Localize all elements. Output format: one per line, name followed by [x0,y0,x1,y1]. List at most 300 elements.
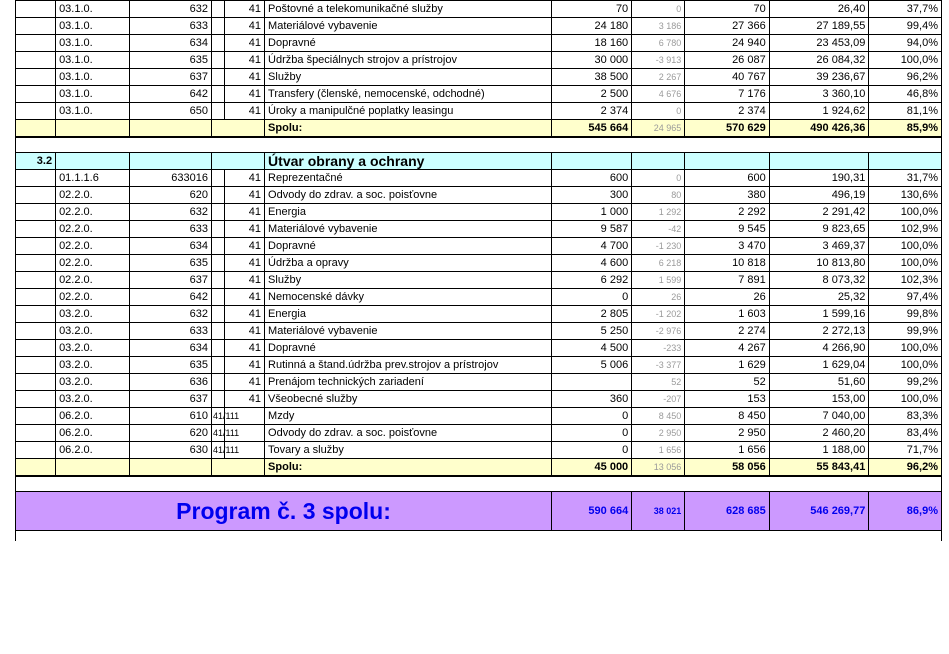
item-code: 634 [129,35,211,52]
fulfillment-percent: 100,0% [869,204,942,221]
actual-spend: 1 629,04 [769,357,869,374]
fulfillment-percent: 99,8% [869,306,942,323]
functional-code: 03.1.0. [56,35,130,52]
total-value: 545 664 [552,120,632,138]
item-name: Dopravné [265,35,552,52]
program-total-value: 590 664 [552,492,632,531]
table-row [16,408,942,425]
adjusted-budget: 1 656 [685,442,769,459]
section-2-rows [16,170,942,459]
functional-code: 03.1.0. [56,69,130,86]
adjusted-budget: 2 950 [685,425,769,442]
fulfillment-percent: 37,7% [869,1,942,18]
functional-code: 02.2.0. [56,272,130,289]
approved-budget: 70 [552,1,632,18]
adjusted-budget: 9 545 [685,221,769,238]
actual-spend: 51,60 [769,374,869,391]
approved-budget: 6 292 [552,272,632,289]
fulfillment-percent: 94,0% [869,35,942,52]
budget-change: 26 [632,289,685,306]
indent-cell [16,442,56,459]
approved-budget: 38 500 [552,69,632,86]
item-name: Všeobecné služby [265,391,552,408]
source-code-small [212,18,225,35]
item-name: Poštovné a telekomunikačné služby [265,1,552,18]
actual-spend: 3 360,10 [769,86,869,103]
item-code: 635 [129,52,211,69]
total-value: 55 843,41 [769,459,869,477]
budget-change: 3 186 [632,18,685,35]
actual-spend: 190,31 [769,170,869,187]
item-name: Odvody do zdrav. a soc. poisťovne [265,425,552,442]
source-code-small [212,306,225,323]
item-code: 642 [129,289,211,306]
item-code: 637 [129,391,211,408]
actual-spend: 25,32 [769,289,869,306]
budget-change: 4 676 [632,86,685,103]
source-code-small [212,35,225,52]
program-total-value: 546 269,77 [769,492,869,531]
item-name: Dopravné [265,238,552,255]
table-row [16,52,942,69]
item-name: Tovary a služby [265,442,552,459]
approved-budget: 2 805 [552,306,632,323]
table-row [16,272,942,289]
source-code-small [212,357,225,374]
budget-change: -1 202 [632,306,685,323]
budget-change: -207 [632,391,685,408]
total-value: 45 000 [552,459,632,477]
budget-table [15,0,942,541]
spacer-row [16,137,942,153]
budget-change: 0 [632,103,685,120]
indent-cell [16,187,56,204]
actual-spend: 1 924,62 [769,103,869,120]
source-code-small [212,340,225,357]
approved-budget: 2 374 [552,103,632,120]
indent-cell [16,204,56,221]
fulfillment-percent: 97,4% [869,289,942,306]
section-2-total-label: Spolu: [265,459,552,477]
table-row [16,86,942,103]
item-name: Služby [265,272,552,289]
fulfillment-percent: 100,0% [869,357,942,374]
table-row [16,103,942,120]
adjusted-budget: 52 [685,374,769,391]
budget-change: 1 599 [632,272,685,289]
fulfillment-percent: 100,0% [869,255,942,272]
item-name: Energia [265,204,552,221]
table-row [16,221,942,238]
table-row [16,18,942,35]
adjusted-budget: 27 366 [685,18,769,35]
approved-budget: 0 [552,289,632,306]
indent-cell [16,357,56,374]
approved-budget: 4 600 [552,255,632,272]
section-1-total-label: Spolu: [265,120,552,138]
source-code: 41 [224,357,264,374]
adjusted-budget: 40 767 [685,69,769,86]
functional-code: 02.2.0. [56,255,130,272]
functional-code: 03.2.0. [56,340,130,357]
budget-change: -2 976 [632,323,685,340]
functional-code: 02.2.0. [56,221,130,238]
source-code: 41 [224,238,264,255]
program-total-value: 38 021 [632,492,685,531]
source-code: 41 [224,289,264,306]
table-row [16,425,942,442]
actual-spend: 3 469,37 [769,238,869,255]
indent-cell [16,35,56,52]
bottom-spacer-row [16,531,942,542]
table-row [16,374,942,391]
budget-change: 2 950 [632,425,685,442]
source-code-small [212,187,225,204]
indent-cell [16,408,56,425]
indent-cell [16,221,56,238]
source-code: 41 [224,69,264,86]
total-value: 24 965 [632,120,685,138]
table-row [16,238,942,255]
indent-cell [16,170,56,187]
budget-change: 6 780 [632,35,685,52]
actual-spend: 4 266,90 [769,340,869,357]
item-code: 642 [129,86,211,103]
approved-budget: 5 006 [552,357,632,374]
adjusted-budget: 24 940 [685,35,769,52]
item-code: 635 [129,357,211,374]
approved-budget: 5 250 [552,323,632,340]
functional-code: 03.1.0. [56,18,130,35]
fulfillment-percent: 100,0% [869,238,942,255]
item-name: Údržba a opravy [265,255,552,272]
table-row [16,357,942,374]
spacer-row [16,476,942,492]
item-name: Údržba špeciálnych strojov a prístrojov [265,52,552,69]
approved-budget: 2 500 [552,86,632,103]
table-row [16,204,942,221]
fulfillment-percent: 100,0% [869,52,942,69]
actual-spend: 153,00 [769,391,869,408]
fulfillment-percent: 99,9% [869,323,942,340]
source-code: 41 [224,391,264,408]
item-code: 633 [129,18,211,35]
source-code: 41 [224,187,264,204]
item-code: 610 [129,408,211,425]
item-name: Služby [265,69,552,86]
approved-budget: 18 160 [552,35,632,52]
table-row [16,35,942,52]
section-title: Útvar obrany a ochrany [265,153,552,170]
source-code-small [212,221,225,238]
total-value: 96,2% [869,459,942,477]
functional-code: 03.2.0. [56,357,130,374]
approved-budget: 1 000 [552,204,632,221]
source-code: 41 [224,272,264,289]
source-code-small [212,170,225,187]
source-code: 41 [224,255,264,272]
source-code-small [212,69,225,86]
table-row [16,1,942,18]
fulfillment-percent: 31,7% [869,170,942,187]
actual-spend: 23 453,09 [769,35,869,52]
actual-spend: 2 272,13 [769,323,869,340]
adjusted-budget: 1 629 [685,357,769,374]
adjusted-budget: 8 450 [685,408,769,425]
budget-change: 2 267 [632,69,685,86]
budget-change: 1 656 [632,442,685,459]
functional-code: 02.2.0. [56,289,130,306]
indent-cell [16,425,56,442]
source-code: 41 [224,340,264,357]
approved-budget: 24 180 [552,18,632,35]
indent-cell [16,86,56,103]
indent-cell [16,289,56,306]
indent-cell [16,1,56,18]
item-code: 630 [129,442,211,459]
approved-budget [552,374,632,391]
fulfillment-percent: 96,2% [869,69,942,86]
source-code-small: 41/111 [212,425,225,442]
actual-spend: 8 073,32 [769,272,869,289]
functional-code: 02.2.0. [56,238,130,255]
approved-budget: 9 587 [552,221,632,238]
table-row [16,391,942,408]
budget-change: -3 377 [632,357,685,374]
item-code: 620 [129,425,211,442]
functional-code: 06.2.0. [56,442,130,459]
budget-change: -42 [632,221,685,238]
indent-cell [16,323,56,340]
item-name: Reprezentačné [265,170,552,187]
budget-sheet [15,0,946,654]
source-code: 41 [224,323,264,340]
budget-change: 52 [632,374,685,391]
indent-cell [16,255,56,272]
total-value: 13 056 [632,459,685,477]
table-row [16,289,942,306]
table-row [16,306,942,323]
functional-code: 03.2.0. [56,374,130,391]
fulfillment-percent: 102,9% [869,221,942,238]
functional-code: 06.2.0. [56,425,130,442]
section-2-header-row [16,153,942,170]
budget-change: -1 230 [632,238,685,255]
source-code-small [212,272,225,289]
approved-budget: 600 [552,170,632,187]
budget-change: 8 450 [632,408,685,425]
table-row [16,170,942,187]
section-2-total-row [16,459,942,477]
adjusted-budget: 600 [685,170,769,187]
source-code: 41 [224,204,264,221]
functional-code: 03.1.0. [56,86,130,103]
table-row [16,340,942,357]
fulfillment-percent: 99,2% [869,374,942,391]
actual-spend: 9 823,65 [769,221,869,238]
source-code: 41 [224,374,264,391]
budget-change: 80 [632,187,685,204]
approved-budget: 360 [552,391,632,408]
item-code: 636 [129,374,211,391]
table-row [16,255,942,272]
actual-spend: 7 040,00 [769,408,869,425]
item-name: Odvody do zdrav. a soc. poisťovne [265,187,552,204]
source-code-small [212,391,225,408]
item-code: 634 [129,238,211,255]
item-code: 650 [129,103,211,120]
total-value: 85,9% [869,120,942,138]
functional-code: 02.2.0. [56,187,130,204]
item-name: Materiálové vybavenie [265,18,552,35]
approved-budget: 0 [552,425,632,442]
fulfillment-percent: 83,3% [869,408,942,425]
actual-spend: 10 813,80 [769,255,869,272]
approved-budget: 4 700 [552,238,632,255]
item-code: 637 [129,272,211,289]
adjusted-budget: 1 603 [685,306,769,323]
item-name: Nemocenské dávky [265,289,552,306]
actual-spend: 39 236,67 [769,69,869,86]
total-value: 58 056 [685,459,769,477]
functional-code: 03.1.0. [56,103,130,120]
table-row [16,69,942,86]
fulfillment-percent: 83,4% [869,425,942,442]
source-code: 41 [224,1,264,18]
fulfillment-percent: 99,4% [869,18,942,35]
indent-cell [16,340,56,357]
item-name: Materiálové vybavenie [265,323,552,340]
adjusted-budget: 2 292 [685,204,769,221]
functional-code: 02.2.0. [56,204,130,221]
source-code-small [212,204,225,221]
budget-change: 0 [632,1,685,18]
source-code-small: 41/111 [212,442,225,459]
source-code: 41 [224,52,264,69]
fulfillment-percent: 81,1% [869,103,942,120]
approved-budget: 0 [552,442,632,459]
item-name: Transfery (členské, nemocenské, odchodné) [265,86,552,103]
item-name: Energia [265,306,552,323]
total-value: 490 426,36 [769,120,869,138]
fulfillment-percent: 130,6% [869,187,942,204]
item-code: 633016 [129,170,211,187]
actual-spend: 1 188,00 [769,442,869,459]
adjusted-budget: 26 087 [685,52,769,69]
adjusted-budget: 153 [685,391,769,408]
item-name: Prenájom technických zariadení [265,374,552,391]
adjusted-budget: 3 470 [685,238,769,255]
adjusted-budget: 10 818 [685,255,769,272]
source-code: 41 [224,103,264,120]
item-code: 620 [129,187,211,204]
item-code: 633 [129,323,211,340]
adjusted-budget: 2 274 [685,323,769,340]
approved-budget: 300 [552,187,632,204]
functional-code: 03.2.0. [56,391,130,408]
adjusted-budget: 4 267 [685,340,769,357]
source-code: 41 [224,306,264,323]
item-code: 632 [129,204,211,221]
indent-cell [16,69,56,86]
source-code-small [212,238,225,255]
section-1-rows [16,1,942,120]
program-total-title: Program č. 3 spolu: [16,492,552,531]
functional-code: 03.1.0. [56,52,130,69]
indent-cell [16,52,56,69]
source-code: 41 [224,18,264,35]
indent-cell [16,391,56,408]
budget-change: 1 292 [632,204,685,221]
program-total-row [16,492,942,531]
section-number: 3.2 [16,153,56,170]
indent-cell [16,103,56,120]
item-code: 635 [129,255,211,272]
source-code: 41 [224,221,264,238]
source-code-small [212,52,225,69]
actual-spend: 1 599,16 [769,306,869,323]
source-code-small [212,1,225,18]
indent-cell [16,18,56,35]
functional-code: 03.2.0. [56,306,130,323]
approved-budget: 30 000 [552,52,632,69]
actual-spend: 26 084,32 [769,52,869,69]
item-name: Úroky a manipulčné poplatky leasingu [265,103,552,120]
item-name: Mzdy [265,408,552,425]
budget-change: 6 218 [632,255,685,272]
indent-cell [16,272,56,289]
fulfillment-percent: 100,0% [869,340,942,357]
program-total-value: 86,9% [869,492,942,531]
indent-cell [16,306,56,323]
adjusted-budget: 2 374 [685,103,769,120]
source-code: 41 [224,86,264,103]
adjusted-budget: 7 176 [685,86,769,103]
source-code-small [212,289,225,306]
fulfillment-percent: 46,8% [869,86,942,103]
table-row [16,323,942,340]
budget-change: -3 913 [632,52,685,69]
section-1-total-row [16,120,942,138]
item-code: 632 [129,306,211,323]
source-code-small [212,374,225,391]
budget-change: -233 [632,340,685,357]
table-row [16,187,942,204]
indent-cell [16,238,56,255]
actual-spend: 496,19 [769,187,869,204]
actual-spend: 27 189,55 [769,18,869,35]
item-name: Materiálové vybavenie [265,221,552,238]
adjusted-budget: 26 [685,289,769,306]
approved-budget: 0 [552,408,632,425]
item-code: 634 [129,340,211,357]
adjusted-budget: 70 [685,1,769,18]
source-code-small [212,103,225,120]
functional-code: 01.1.1.6 [56,170,130,187]
fulfillment-percent: 102,3% [869,272,942,289]
fulfillment-percent: 71,7% [869,442,942,459]
item-code: 633 [129,221,211,238]
item-name: Dopravné [265,340,552,357]
actual-spend: 26,40 [769,1,869,18]
actual-spend: 2 291,42 [769,204,869,221]
functional-code: 03.2.0. [56,323,130,340]
item-name: Rutinná a štand.údržba prev.strojov a prístrojov [265,357,552,374]
source-code-small [212,86,225,103]
source-code-small: 41/111 [212,408,225,425]
functional-code: 03.1.0. [56,1,130,18]
indent-cell [16,374,56,391]
